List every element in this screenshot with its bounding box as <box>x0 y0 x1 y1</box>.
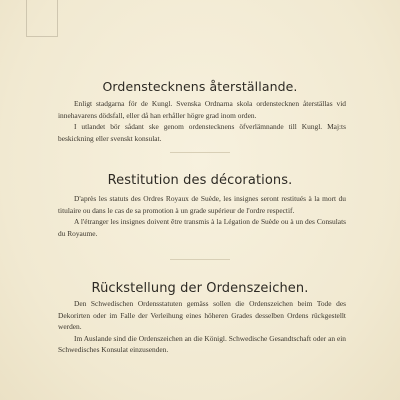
paragraph: Enligt stadgarna för de Kungl. Svenska Ordnarna skola ordenstecknen återställas vid innehavarens dödsfall, eller då han erhåller högre grad inom orden. <box>58 99 346 120</box>
corner-mark <box>26 0 58 37</box>
paragraph: I utlandet bör sådant ske genom ordenstecknens öfverlämnande till Kungl. Maj:ts beskickning eller svenskt konsulat. <box>58 122 346 143</box>
divider <box>170 259 230 260</box>
section-title: Restitution des décorations. <box>107 173 293 188</box>
section-body <box>58 98 346 144</box>
divider <box>170 152 230 153</box>
section-body <box>58 298 346 356</box>
paragraph: Den Schwedischen Ordensstatuten gemäss sollen die Ordenszeichen beim Tode des Dekorirten oder im Falle der Verleihung eines höheren Grades desselben Ordens rückgestellt werden. <box>58 299 346 332</box>
paragraph: D'après les statuts des Ordres Royaux de Suède, les insignes seront restitués à la mort du titulaire ou dans le cas de sa promotion à un grade supérieur de l'ordre respectif. <box>58 194 346 215</box>
section-title: Ordenstecknens återställande. <box>102 79 298 94</box>
paragraph: A l'étranger les insignes doivent être transmis à la Légation de Suède ou à un des Consulats du Royaume. <box>58 217 346 238</box>
paragraph: Im Auslande sind die Ordenszeichen an die Königl. Schwedische Gesandtschaft oder an ein Schwedisches Konsulat einzusenden. <box>58 333 346 355</box>
section-title: Rückstellung der Ordenszeichen. <box>91 281 309 296</box>
section-body <box>58 193 346 239</box>
